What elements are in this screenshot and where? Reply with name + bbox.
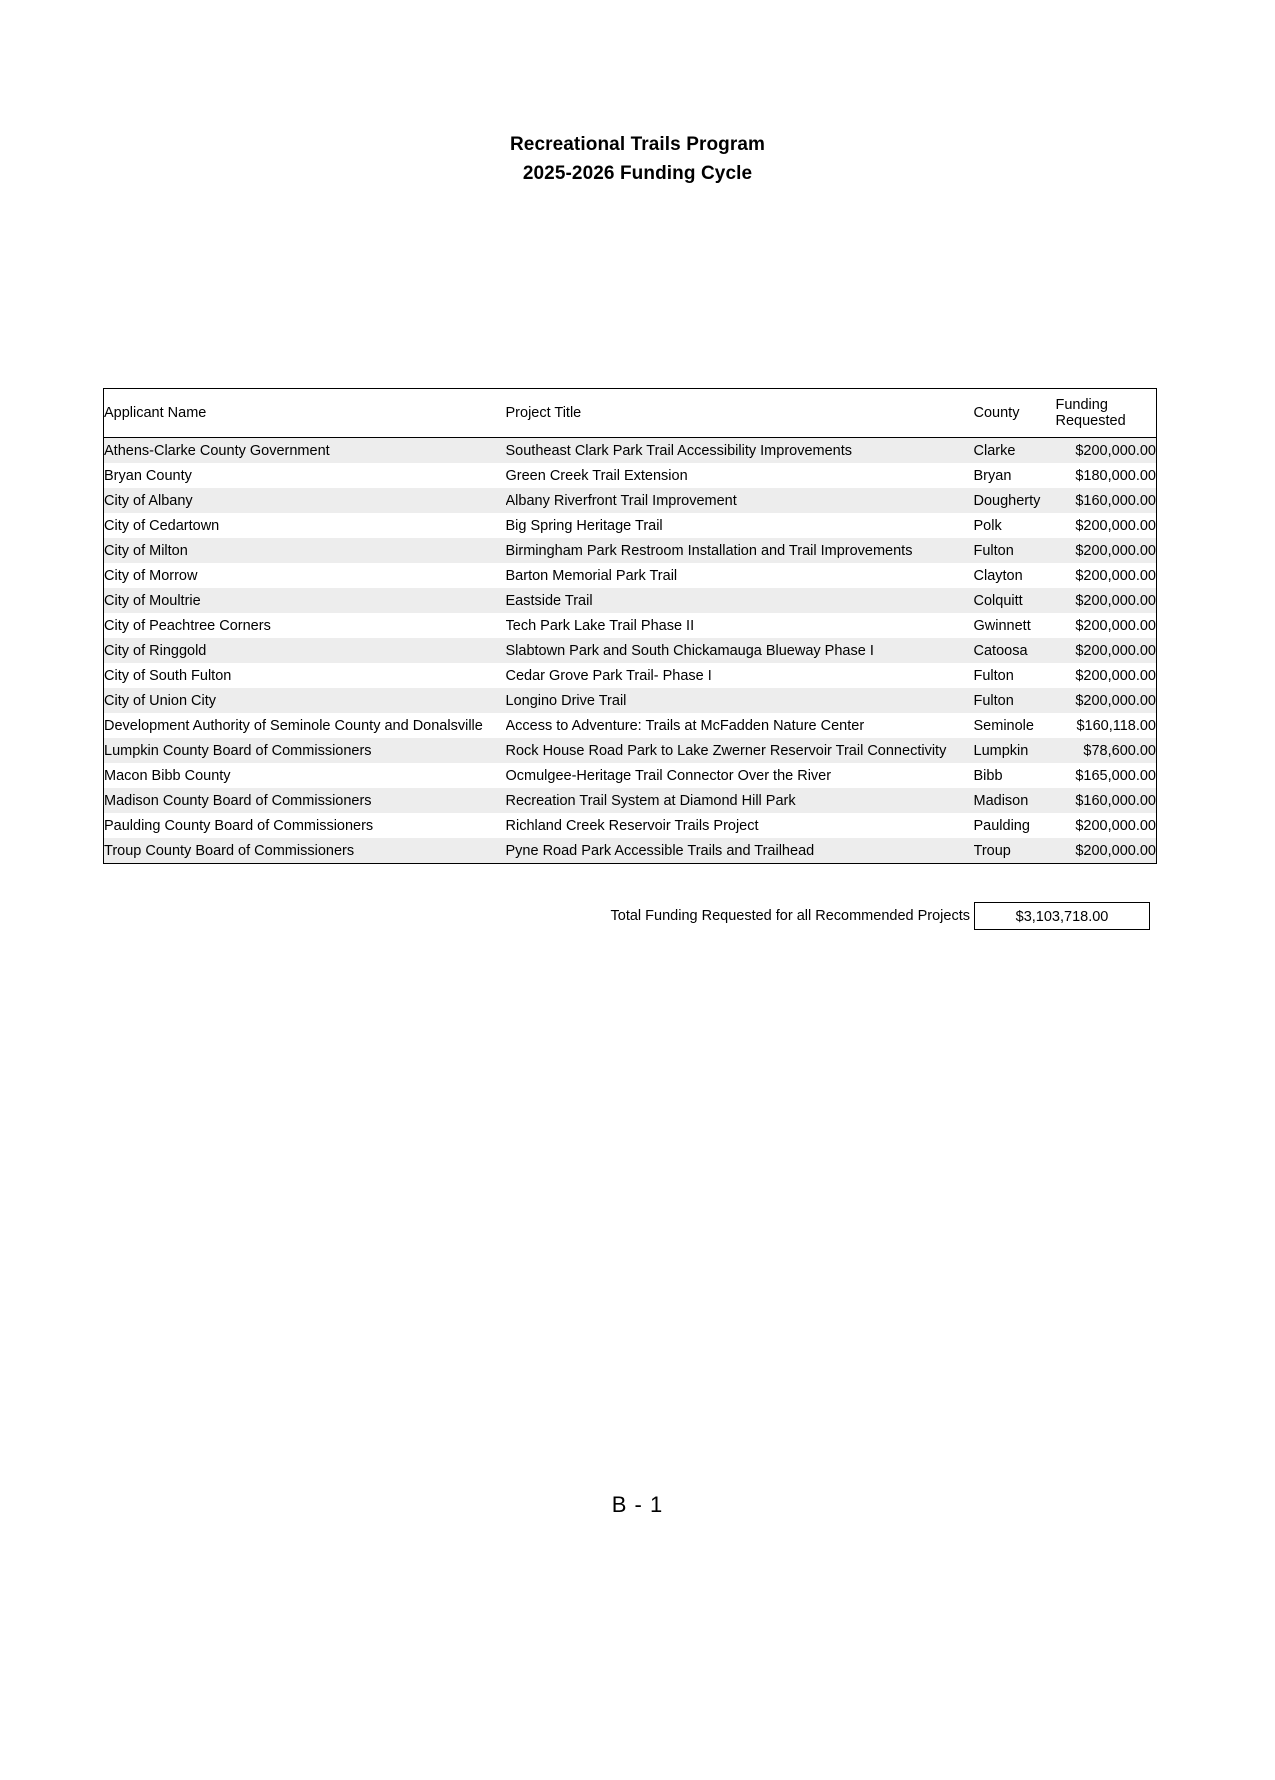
cell-applicant: City of Ringgold (104, 638, 506, 663)
cell-project: Richland Creek Reservoir Trails Project (506, 813, 974, 838)
cell-project: Tech Park Lake Trail Phase II (506, 613, 974, 638)
cell-county: Gwinnett (974, 613, 1048, 638)
cell-applicant: Lumpkin County Board of Commissioners (104, 738, 506, 763)
title-line-1: Recreational Trails Program (509, 134, 766, 155)
cell-funding: $200,000.00 (1048, 813, 1157, 838)
table-row (104, 813, 1157, 838)
cell-funding: $200,000.00 (1048, 438, 1157, 464)
table-row (104, 563, 1157, 588)
column-header-applicant: Applicant Name (104, 389, 506, 438)
table-row (104, 613, 1157, 638)
document-page (0, 130, 1275, 1780)
cell-county: Bryan (974, 463, 1048, 488)
cell-funding: $200,000.00 (1048, 838, 1157, 864)
table-row (104, 538, 1157, 563)
cell-project: Cedar Grove Park Trail- Phase I (506, 663, 974, 688)
cell-applicant: City of Milton (104, 538, 506, 563)
cell-project: Slabtown Park and South Chickamauga Blueway Phase I (506, 638, 974, 663)
total-funding-label: Total Funding Requested for all Recommended Projects (610, 908, 970, 924)
cell-county: Polk (974, 513, 1048, 538)
cell-project: Eastside Trail (506, 588, 974, 613)
cell-funding: $200,000.00 (1048, 588, 1157, 613)
cell-project: Green Creek Trail Extension (506, 463, 974, 488)
table-row (104, 488, 1157, 513)
column-header-project: Project Title (506, 389, 974, 438)
cell-applicant: Paulding County Board of Commissioners (104, 813, 506, 838)
table-row (104, 463, 1157, 488)
cell-county: Fulton (974, 663, 1048, 688)
cell-funding: $200,000.00 (1048, 538, 1157, 563)
page-title (0, 130, 1275, 188)
cell-project: Birmingham Park Restroom Installation and Trail Improvements (506, 538, 974, 563)
table-body (104, 438, 1157, 864)
cell-project: Recreation Trail System at Diamond Hill Park (506, 788, 974, 813)
cell-funding: $200,000.00 (1048, 513, 1157, 538)
cell-county: Troup (974, 838, 1048, 864)
cell-county: Colquitt (974, 588, 1048, 613)
cell-funding: $180,000.00 (1048, 463, 1157, 488)
cell-project: Barton Memorial Park Trail (506, 563, 974, 588)
cell-applicant: Troup County Board of Commissioners (104, 838, 506, 864)
cell-applicant: City of Moultrie (104, 588, 506, 613)
cell-applicant: Macon Bibb County (104, 763, 506, 788)
cell-applicant: City of Union City (104, 688, 506, 713)
cell-project: Access to Adventure: Trails at McFadden Nature Center (506, 713, 974, 738)
table-header-row (104, 389, 1157, 438)
cell-county: Lumpkin (974, 738, 1048, 763)
cell-funding: $200,000.00 (1048, 688, 1157, 713)
cell-project: Ocmulgee-Heritage Trail Connector Over the River (506, 763, 974, 788)
table-row (104, 663, 1157, 688)
cell-county: Catoosa (974, 638, 1048, 663)
page-number: B - 1 (611, 1492, 664, 1517)
table-row (104, 738, 1157, 763)
cell-project: Southeast Clark Park Trail Accessibility Improvements (506, 438, 974, 464)
cell-county: Clayton (974, 563, 1048, 588)
cell-county: Clarke (974, 438, 1048, 464)
total-funding-amount: $3,103,718.00 (974, 902, 1150, 930)
column-header-funding-line-1: Funding (1055, 397, 1108, 413)
cell-applicant: City of Albany (104, 488, 506, 513)
cell-applicant: Madison County Board of Commissioners (104, 788, 506, 813)
cell-funding: $200,000.00 (1048, 638, 1157, 663)
table-row (104, 788, 1157, 813)
cell-project: Albany Riverfront Trail Improvement (506, 488, 974, 513)
table-row (104, 838, 1157, 864)
cell-county: Fulton (974, 688, 1048, 713)
table-header (104, 389, 1157, 438)
table-row (104, 638, 1157, 663)
cell-funding: $200,000.00 (1048, 613, 1157, 638)
cell-project: Rock House Road Park to Lake Zwerner Reservoir Trail Connectivity (506, 738, 974, 763)
cell-county: Bibb (974, 763, 1048, 788)
cell-applicant: City of Cedartown (104, 513, 506, 538)
cell-project: Pyne Road Park Accessible Trails and Trailhead (506, 838, 974, 864)
cell-county: Fulton (974, 538, 1048, 563)
cell-funding: $78,600.00 (1048, 738, 1157, 763)
cell-applicant: Athens-Clarke County Government (104, 438, 506, 464)
cell-project: Longino Drive Trail (506, 688, 974, 713)
cell-funding: $200,000.00 (1048, 663, 1157, 688)
column-header-funding (1048, 389, 1157, 438)
column-header-funding-line-2: Requested (1055, 413, 1126, 429)
table-row (104, 713, 1157, 738)
projects-table-container (103, 388, 1156, 864)
table-row (104, 513, 1157, 538)
cell-applicant: City of South Fulton (104, 663, 506, 688)
cell-project: Big Spring Heritage Trail (506, 513, 974, 538)
table-row (104, 588, 1157, 613)
table-row (104, 438, 1157, 464)
table-row (104, 763, 1157, 788)
cell-county: Seminole (974, 713, 1048, 738)
cell-funding: $160,118.00 (1048, 713, 1157, 738)
cell-county: Paulding (974, 813, 1048, 838)
cell-applicant: City of Peachtree Corners (104, 613, 506, 638)
cell-funding: $165,000.00 (1048, 763, 1157, 788)
title-line-2: 2025-2026 Funding Cycle (522, 163, 753, 184)
column-header-county: County (974, 389, 1048, 438)
total-funding-row (600, 902, 1150, 930)
cell-funding: $200,000.00 (1048, 563, 1157, 588)
cell-funding: $160,000.00 (1048, 488, 1157, 513)
cell-applicant: Bryan County (104, 463, 506, 488)
table-row (104, 688, 1157, 713)
projects-table (103, 388, 1157, 864)
cell-applicant: Development Authority of Seminole County and Donalsville (104, 713, 506, 738)
cell-applicant: City of Morrow (104, 563, 506, 588)
cell-funding: $160,000.00 (1048, 788, 1157, 813)
cell-county: Madison (974, 788, 1048, 813)
cell-county: Dougherty (974, 488, 1048, 513)
